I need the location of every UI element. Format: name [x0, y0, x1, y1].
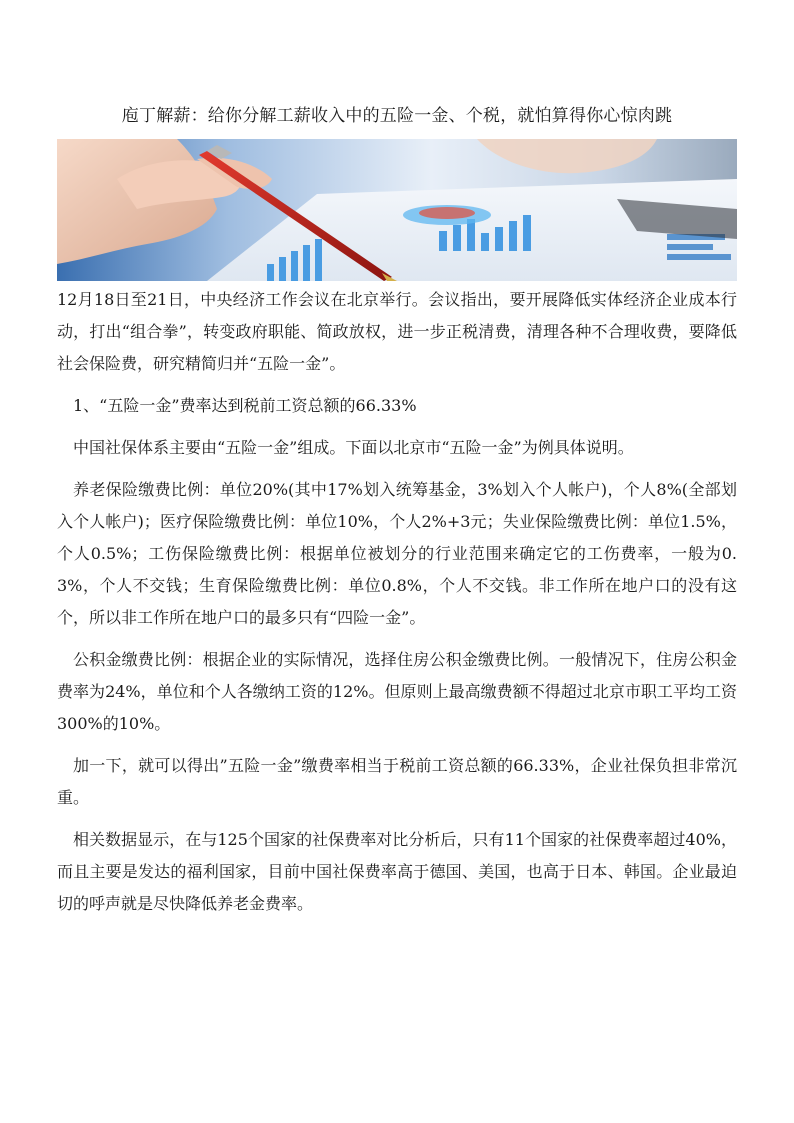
header-photo: [57, 139, 737, 281]
paragraph-housing-fund: 公积金缴费比例：根据企业的实际情况，选择住房公积金缴费比例。一般情况下，住房公积金费率为24%，单位和个人各缴纳工资的12%。但原则上最高缴费额不得超过北京市职工平均工资300%的10%。: [57, 650, 737, 733]
paragraph-intro: 12月18日至21日，中央经济工作会议在北京举行。会议指出，要开展降低实体经济企业成本行动，打出“组合拳”，转变政府职能、简政放权，进一步正税清费，清理各种不合理收费，要降低社会保险费，研究精简归并“五险一金”。: [57, 290, 737, 373]
paragraph-total-rate: 加一下，就可以得出”五险一金”缴费率相当于税前工资总额的66.33%，企业社保负担非常沉重。: [57, 756, 737, 807]
document-title: 庖丁解薪：给你分解工薪收入中的五险一金、个税，就怕算得你心惊肉跳: [121, 106, 673, 126]
article-body: [57, 284, 737, 920]
section-heading: 1、“五险一金”费率达到税前工资总额的66.33%: [73, 396, 417, 415]
paragraph-international: 相关数据显示，在与125个国家的社保费率对比分析后，只有11个国家的社保费率超过40%，而且主要是发达的福利国家，目前中国社保费率高于德国、美国，也高于日本、韩国。企业最迫切的呼声就是尽快降低养老金费率。: [57, 830, 737, 913]
paragraph-system: 中国社保体系主要由“五险一金”组成。下面以北京市“五险一金”为例具体说明。: [73, 438, 634, 457]
paragraph-insurance-rates: 养老保险缴费比例：单位20%(其中17%划入统筹基金，3%划入个人帐户)，个人8%(全部划入个人帐户)；医疗保险缴费比例：单位10%，个人2%+3元；失业保险缴费比例：单位1.5%，个人0.5%；工伤保险缴费比例：根据单位被划分的行业范围来确定它的工伤费率，一般为0.3%，个人不交钱；生育保险缴费比例：单位0.8%，个人不交钱。非工作所在地户口的没有这个，所以非工作所在地户口的最多只有“四险一金”。: [57, 480, 737, 627]
